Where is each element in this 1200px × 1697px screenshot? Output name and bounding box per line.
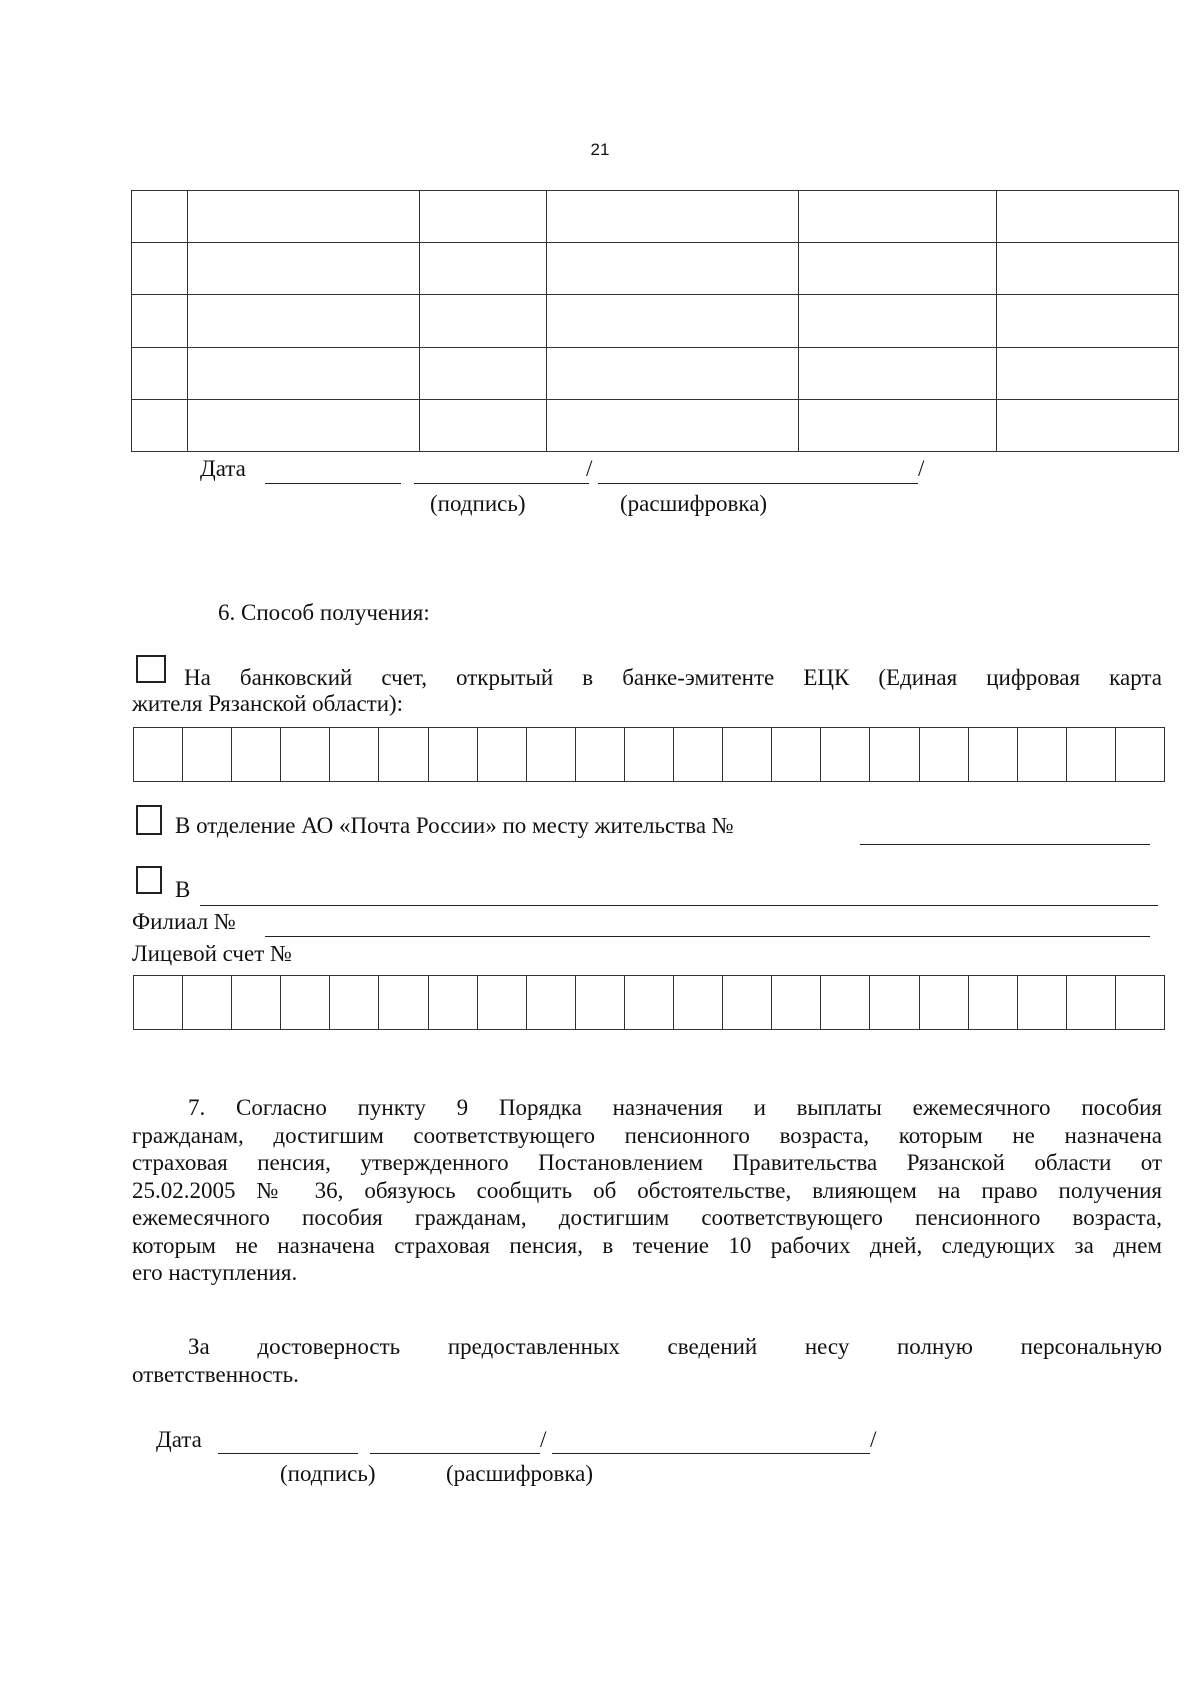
table-cell[interactable] [799, 347, 997, 399]
other-field[interactable] [200, 905, 1158, 906]
section6-heading: 6. Способ получения: [218, 600, 430, 625]
decode-field[interactable] [552, 1453, 870, 1454]
table-cell[interactable] [799, 399, 997, 451]
decode-caption: (расшифровка) [620, 491, 768, 516]
table-cell[interactable] [997, 399, 1179, 451]
personal-account-cell[interactable] [1115, 976, 1164, 1030]
decode-field[interactable] [598, 483, 918, 484]
table-cell[interactable] [546, 347, 799, 399]
other-label: В [175, 877, 191, 902]
section7-line: которым не назначена страховая пенсия, в течение 10 рабочих дней, следующих за днем [132, 1232, 1162, 1258]
decode-caption: (расшифровка) [446, 1461, 594, 1486]
bank-account-cell[interactable] [183, 728, 232, 782]
section7-line: ежемесячного пособия гражданам, достигшим соответствующего пенсионного возраста, [132, 1205, 1162, 1230]
table-cell[interactable] [799, 295, 997, 347]
table-cell[interactable] [187, 191, 419, 243]
table-cell[interactable] [997, 295, 1179, 347]
personal-account-cell[interactable] [968, 976, 1017, 1030]
section7-line: страховая пенсия, утвержденного Постановлением Правительства Рязанской области от [132, 1150, 1162, 1175]
signature-field[interactable] [370, 1453, 540, 1454]
bank-account-cell[interactable] [330, 728, 379, 782]
bank-account-cell[interactable] [624, 728, 673, 782]
personal-account-cell[interactable] [624, 976, 673, 1030]
table-cell[interactable] [419, 191, 546, 243]
personal-account-cell[interactable] [723, 976, 772, 1030]
section7-line: 25.02.2005 № 36, обязуюсь сообщить об обстоятельстве, влияющем на право получения [132, 1177, 1162, 1203]
bank-account-cell[interactable] [232, 728, 281, 782]
personal-account-label: Лицевой счет № [132, 941, 292, 966]
word: цифровая [986, 665, 1081, 690]
personal-account-cell[interactable] [1017, 976, 1066, 1030]
section7-line: его наступления. [132, 1260, 298, 1285]
other-checkbox[interactable] [136, 866, 162, 894]
bank-option-line2: жителя Рязанской области): [132, 691, 404, 716]
word: в [582, 665, 594, 690]
section7-line: гражданам, достигшим соответствующего пенсионного возраста, которым не назначена [132, 1122, 1162, 1148]
table-cell[interactable] [419, 243, 546, 295]
table-cell[interactable] [546, 399, 799, 451]
bank-account-cell[interactable] [575, 728, 624, 782]
bank-account-cell[interactable] [1017, 728, 1066, 782]
personal-account-cell[interactable] [1066, 976, 1115, 1030]
table-cell[interactable] [132, 191, 188, 243]
table-cell[interactable] [997, 191, 1179, 243]
responsibility-line: ответственность. [132, 1361, 299, 1387]
bank-account-cell[interactable] [379, 728, 428, 782]
table-cell[interactable] [419, 295, 546, 347]
bank-account-cell[interactable] [968, 728, 1017, 782]
bank-account-cell[interactable] [281, 728, 330, 782]
table-cell[interactable] [799, 191, 997, 243]
page-number: 21 [590, 140, 610, 159]
table-cell[interactable] [187, 347, 419, 399]
personal-account-cell[interactable] [919, 976, 968, 1030]
responsibility-line: За достоверность предоставленных сведений несу полную персональную [188, 1334, 1162, 1359]
table-cell[interactable] [132, 399, 188, 451]
bank-account-cell[interactable] [526, 728, 575, 782]
section7-line: 7. Согласно пункту 9 Порядка назначения и выплаты ежемесячного пособия [188, 1095, 1162, 1120]
personal-account-cell[interactable] [526, 976, 575, 1030]
table-row [132, 191, 1179, 243]
responsibility-paragraph [132, 1333, 1162, 1388]
personal-account-cell[interactable] [134, 976, 183, 1030]
post-office-checkbox[interactable] [136, 805, 162, 835]
bank-account-cell[interactable] [821, 728, 870, 782]
date-field[interactable] [265, 483, 401, 484]
bank-option-line1 [184, 664, 1162, 691]
personal-account-cell[interactable] [330, 976, 379, 1030]
slash: / [540, 1427, 547, 1452]
signature-caption: (подпись) [430, 491, 526, 516]
post-office-number-field[interactable] [860, 844, 1150, 845]
personal-account-cell[interactable] [281, 976, 330, 1030]
word: счет, [381, 665, 427, 690]
slash: / [918, 456, 925, 481]
table-cell[interactable] [546, 295, 799, 347]
personal-account-cell[interactable] [674, 976, 723, 1030]
table-cell[interactable] [997, 347, 1179, 399]
table-cell[interactable] [799, 243, 997, 295]
bank-account-cell[interactable] [134, 728, 183, 782]
table-cell[interactable] [187, 399, 419, 451]
personal-account-cell[interactable] [379, 976, 428, 1030]
bank-account-cell[interactable] [870, 728, 919, 782]
word: открытый [456, 665, 554, 690]
table-cell[interactable] [187, 295, 419, 347]
bank-account-cell[interactable] [919, 728, 968, 782]
word: ЕЦК [803, 665, 850, 690]
table-cell[interactable] [132, 347, 188, 399]
table-cell[interactable] [419, 399, 546, 451]
table-cell[interactable] [546, 191, 799, 243]
word: На [184, 665, 211, 690]
branch-field[interactable] [265, 936, 1150, 937]
table-row [132, 295, 1179, 347]
section7-paragraph [132, 1094, 1162, 1287]
top-table [131, 190, 1179, 452]
date-label: Дата [156, 1427, 202, 1452]
bank-account-cell[interactable] [428, 728, 477, 782]
bank-account-cells [133, 727, 1165, 782]
signature-field[interactable] [414, 483, 589, 484]
table-cell[interactable] [187, 243, 419, 295]
personal-account-cell[interactable] [477, 976, 526, 1030]
word: банковский [239, 665, 353, 690]
word: банке-эмитенте [622, 665, 775, 690]
personal-account-cell[interactable] [428, 976, 477, 1030]
post-office-label: В отделение АО «Почта России» по месту жительства № [175, 813, 734, 838]
bank-account-checkbox[interactable] [136, 655, 166, 683]
bank-account-cell[interactable] [477, 728, 526, 782]
date-label: Дата [200, 456, 246, 481]
word: (Единая [878, 665, 958, 690]
personal-account-cell[interactable] [870, 976, 919, 1030]
bank-account-cell[interactable] [1115, 728, 1164, 782]
word: карта [1109, 665, 1162, 690]
personal-account-cell[interactable] [232, 976, 281, 1030]
table-cell[interactable] [132, 243, 188, 295]
bank-account-cell[interactable] [1066, 728, 1115, 782]
slash: / [870, 1427, 877, 1452]
slash: / [586, 456, 593, 481]
table-row [132, 243, 1179, 295]
personal-account-cell[interactable] [772, 976, 821, 1030]
date-field[interactable] [218, 1453, 358, 1454]
personal-account-cell[interactable] [821, 976, 870, 1030]
personal-account-cells [133, 975, 1165, 1030]
branch-label: Филиал № [132, 909, 236, 934]
table-row [132, 347, 1179, 399]
table-cell[interactable] [997, 243, 1179, 295]
bank-account-cell[interactable] [772, 728, 821, 782]
bank-account-cell[interactable] [723, 728, 772, 782]
table-row [132, 399, 1179, 451]
personal-account-cell[interactable] [183, 976, 232, 1030]
table-cell[interactable] [132, 295, 188, 347]
bank-account-cell[interactable] [674, 728, 723, 782]
table-cell[interactable] [546, 243, 799, 295]
personal-account-cell[interactable] [575, 976, 624, 1030]
signature-caption: (подпись) [280, 1461, 376, 1486]
table-cell[interactable] [419, 347, 546, 399]
